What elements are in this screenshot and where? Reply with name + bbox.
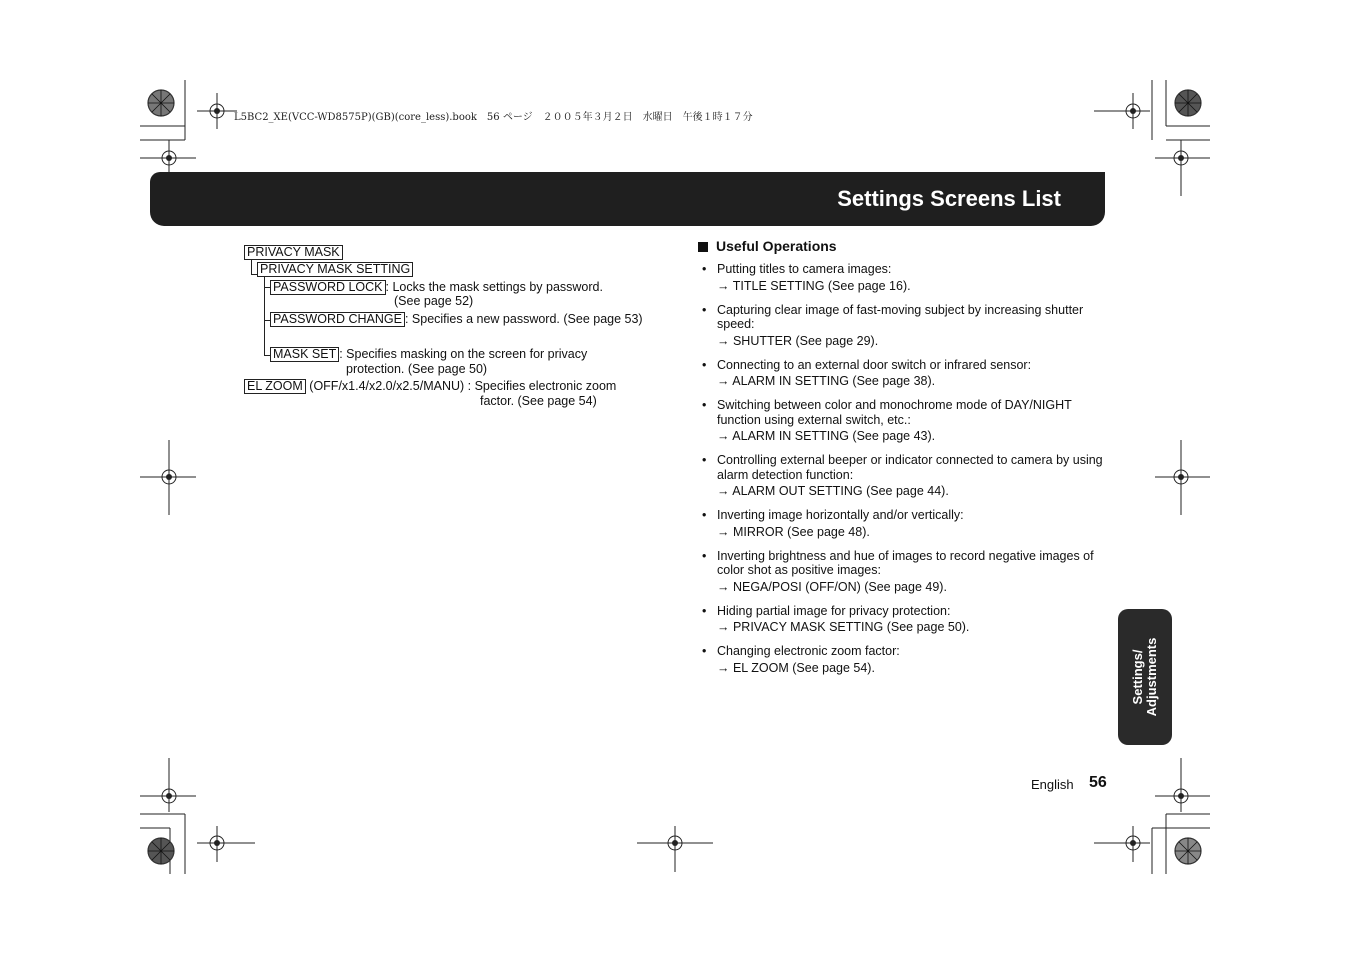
menu-item-mask-set: MASK SET — [270, 347, 339, 362]
bullet-icon: • — [702, 508, 707, 522]
list-item — [702, 358, 1112, 389]
operation-text: Putting titles to camera images: — [717, 262, 892, 276]
footer-language: English — [1031, 777, 1074, 792]
operation-text: Hiding partial image for privacy protection: — [717, 603, 951, 618]
print-info-line: L5BC2_XE(VCC-WD8575P)(GB)(core_less).book 56 ページ ２００５年３月２日 水曜日 午後１時１７分 — [234, 112, 753, 123]
operation-text: Inverting brightness and hue of images to record negative images of color shot as positive images: — [717, 548, 1094, 577]
side-tab-line-2: Adjustments — [1144, 637, 1159, 717]
password-lock-reference: (See page 52) — [394, 294, 474, 308]
operation-text: Capturing clear image of fast-moving subject by increasing shutter speed: — [717, 302, 1084, 331]
bullet-icon: • — [702, 548, 707, 563]
operation-text: Switching between color and monochrome mode of DAY/NIGHT function using external switch, etc.: — [717, 398, 1072, 427]
list-item — [702, 262, 1112, 293]
operation-reference: → MIRROR (See page 48). — [717, 524, 870, 539]
bullet-icon: • — [702, 302, 707, 317]
page-number: 56 — [1089, 774, 1107, 791]
menu-item-privacy-mask: PRIVACY MASK — [244, 245, 343, 260]
side-tab-line-1: Settings/ — [1130, 649, 1145, 705]
bullet-icon: • — [702, 398, 707, 412]
operation-reference: → ALARM IN SETTING (See page 43). — [717, 429, 936, 443]
useful-operations-heading — [698, 238, 837, 254]
square-bullet-icon — [698, 242, 708, 252]
list-item — [702, 398, 1112, 444]
mask-set-description-cont: protection. (See page 50) — [346, 362, 488, 376]
menu-item-privacy-mask-setting: PRIVACY MASK SETTING — [257, 262, 413, 277]
list-item — [702, 453, 1112, 499]
list-item — [702, 604, 1112, 635]
password-change-description: : Specifies a new password. (See page 53) — [404, 312, 643, 326]
operation-reference: → TITLE SETTING (See page 16). — [717, 278, 911, 293]
useful-operations-list — [702, 262, 1112, 685]
list-item — [702, 303, 1112, 349]
list-item — [702, 549, 1112, 595]
page-title: Settings Screens List — [837, 186, 1061, 211]
menu-item-el-zoom: EL ZOOM — [244, 379, 306, 394]
operation-text: Controlling external beeper or indicator connected to camera by using alarm detection function: — [717, 453, 1103, 482]
el-zoom-options: (OFF/x1.4/x2.0/x2.5/MANU) : Specifies electronic zoom — [309, 379, 617, 393]
password-lock-description: : Locks the mask settings by password. — [385, 280, 603, 294]
operation-text: Changing electronic zoom factor: — [717, 644, 900, 658]
operation-reference: → SHUTTER (See page 29). — [717, 333, 879, 348]
bullet-icon: • — [702, 603, 707, 618]
list-item — [702, 508, 1112, 539]
list-item — [702, 644, 1112, 675]
page-header-bar — [150, 172, 1105, 226]
menu-item-password-lock: PASSWORD LOCK — [270, 280, 386, 295]
menu-item-password-change: PASSWORD CHANGE — [270, 312, 405, 327]
operation-text: Connecting to an external door switch or infrared sensor: — [717, 357, 1032, 372]
operation-reference: → PRIVACY MASK SETTING (See page 50). — [717, 620, 970, 634]
bullet-icon: • — [702, 262, 707, 276]
operation-text: Inverting image horizontally and/or vertically: — [717, 508, 964, 522]
section-side-tab — [1118, 609, 1172, 745]
tree-connector — [251, 260, 252, 275]
side-tab-label — [1131, 638, 1159, 717]
bullet-icon: • — [702, 644, 707, 658]
el-zoom-description-cont: factor. (See page 54) — [480, 394, 597, 408]
operation-reference: → EL ZOOM (See page 54). — [717, 660, 875, 675]
operation-reference: → ALARM OUT SETTING (See page 44). — [717, 484, 949, 498]
tree-connector — [264, 277, 265, 355]
operation-reference: → NEGA/POSI (OFF/ON) (See page 49). — [717, 579, 947, 594]
section-heading-text: Useful Operations — [716, 238, 837, 254]
bullet-icon: • — [702, 357, 707, 372]
bullet-icon: • — [702, 453, 707, 467]
operation-reference: → ALARM IN SETTING (See page 38). — [717, 374, 936, 388]
mask-set-description: : Specifies masking on the screen for privacy — [339, 347, 588, 361]
